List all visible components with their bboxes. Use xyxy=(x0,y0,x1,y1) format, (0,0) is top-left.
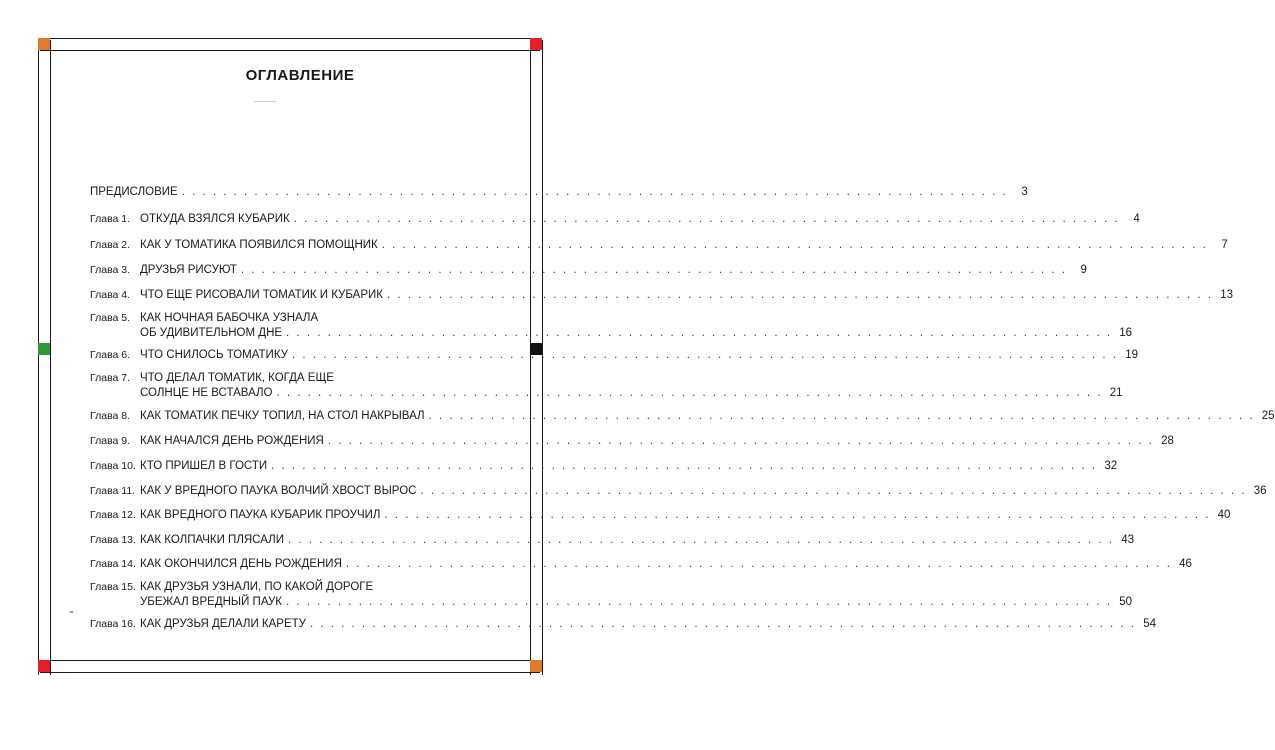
toc-entry[interactable] xyxy=(90,238,1228,253)
mid-square-left xyxy=(38,343,50,355)
chapter-number: Глава 6. xyxy=(90,349,131,361)
chapter-title: ОБ УДИВИТЕЛЬНОМ ДНЕ xyxy=(140,327,283,339)
page-number: 50 xyxy=(1119,596,1133,608)
title-underline-dash xyxy=(254,101,276,102)
corner-square-bottom-right xyxy=(530,660,542,672)
page-number: 46 xyxy=(1179,558,1192,570)
dot-leader: . . . . . . . . . . . . . . . . . . . . . . . . . . . . . . . . . . . . . . . . . . . . . . . . . . . . . . . . . . . . . . . . . . . . . . . . . . . . . . . . xyxy=(181,186,1008,198)
chapter-number: Глава 4. xyxy=(90,289,131,301)
frame-line-left-outer xyxy=(38,40,39,675)
frame-line-left-inner xyxy=(50,40,51,675)
dot-leader: . . . . . . . . . . . . . . . . . . . . . . . . . . . . . . . . . . . . . . . . . . . . . . . . . . . . . . . . . . . . . . . . . . . . . . . . . . . . . . . . xyxy=(309,618,1137,630)
dot-leader: . . . . . . . . . . . . . . . . . . . . . . . . . . . . . . . . . . . . . . . . . . . . . . . . . . . . . . . . . . . . . . . . . . . . . . . . . . . . . . . . xyxy=(327,435,1154,447)
frame-line-bottom-outer xyxy=(40,672,540,673)
page-number: 21 xyxy=(1109,387,1123,399)
chapter-number: Глава 8. xyxy=(90,410,131,422)
toc-entry[interactable] xyxy=(90,409,1275,424)
toc-entry[interactable] xyxy=(90,434,1174,449)
page-number: 36 xyxy=(1253,485,1267,497)
toc-entry[interactable] xyxy=(90,617,1157,632)
page-number: 9 xyxy=(1080,264,1087,276)
chapter-title: КАК У ВРЕДНОГО ПАУКА ВОЛЧИЙ ХВОСТ ВЫРОС xyxy=(140,485,417,497)
chapter-title: СОЛНЦЕ НЕ ВСТАВАЛО xyxy=(140,387,273,399)
chapter-title: КАК КОЛПАЧКИ ПЛЯСАЛИ xyxy=(140,534,284,546)
page-number: 43 xyxy=(1121,534,1134,546)
chapter-number: Глава 7. xyxy=(90,372,131,384)
page-number: 13 xyxy=(1220,289,1233,301)
toc-entry[interactable] xyxy=(90,580,1133,610)
toc-entry[interactable] xyxy=(90,557,1192,572)
page-number: 40 xyxy=(1217,509,1231,521)
chapter-title: КАК ТОМАТИК ПЕЧКУ ТОПИЛ, НА СТОЛ НАКРЫВАЛ xyxy=(140,410,425,422)
corner-square-top-left xyxy=(38,38,50,50)
corner-square-bottom-left xyxy=(38,660,50,672)
chapter-title: КАК ДРУЗЬЯ УЗНАЛИ, ПО КАКОЙ ДОРОГЕ xyxy=(140,581,374,593)
chapter-number: Глава 16. xyxy=(90,618,136,630)
chapter-title: КАК ОКОНЧИЛСЯ ДЕНЬ РОЖДЕНИЯ xyxy=(140,558,342,570)
dot-leader: . . . . . . . . . . . . . . . . . . . . . . . . . . . . . . . . . . . . . . . . . . . . . . . . . . . . . . . . . . . . . . . . . . . . . . . . . . . . . . . . xyxy=(286,596,1113,608)
toc-entry[interactable] xyxy=(90,288,1233,303)
toc-entry[interactable] xyxy=(90,484,1267,499)
toc-entry[interactable] xyxy=(90,371,1123,401)
dot-leader: . . . . . . . . . . . . . . . . . . . . . . . . . . . . . . . . . . . . . . . . . . . . . . . . . . . . . . . . . . . . . . . . . . . . . . . . . . . . . . . . xyxy=(384,509,1211,521)
dot-leader: . . . . . . . . . . . . . . . . . . . . . . . . . . . . . . . . . . . . . . . . . . . . . . . . . . . . . . . . . . . . . . . . . . . . . . . . . . . . . . . . xyxy=(420,485,1247,497)
dot-leader: . . . . . . . . . . . . . . . . . . . . . . . . . . . . . . . . . . . . . . . . . . . . . . . . . . . . . . . . . . . . . . . . . . . . . . . . . . . . . . . . xyxy=(381,239,1208,251)
dot-leader: . . . . . . . . . . . . . . . . . . . . . . . . . . . . . . . . . . . . . . . . . . . . . . . . . . . . . . . . . . . . . . . . . . . . . . . . . . . . . . . . xyxy=(428,410,1255,422)
chapter-title: УБЕЖАЛ ВРЕДНЫЙ ПАУК xyxy=(140,596,282,608)
dot-leader: . . . . . . . . . . . . . . . . . . . . . . . . . . . . . . . . . . . . . . . . . . . . . . . . . . . . . . . . . . . . . . . . . . . . . . . . . . . . . . . . xyxy=(276,387,1103,399)
chapter-number: Глава 3. xyxy=(90,264,131,276)
page-number: 16 xyxy=(1119,327,1133,339)
page-title: ОГЛАВЛЕНИЕ xyxy=(245,67,355,84)
chapter-title: КАК НОЧНАЯ БАБОЧКА УЗНАЛА xyxy=(140,312,319,324)
chapter-title: КАК ДРУЗЬЯ ДЕЛАЛИ КАРЕТУ xyxy=(140,618,306,630)
dot-leader: . . . . . . . . . . . . . . . . . . . . . . . . . . . . . . . . . . . . . . . . . . . . . . . . . . . . . . . . . . . . . . . . . . . . . . . . . . . . . . . . xyxy=(291,349,1118,361)
page-number: 3 xyxy=(1021,186,1028,198)
page-number: 25 xyxy=(1261,410,1275,422)
chapter-title: ЧТО ЕЩЕ РИСОВАЛИ ТОМАТИК И КУБАРИК xyxy=(140,289,383,301)
chapter-title: КАК НАЧАЛСЯ ДЕНЬ РОЖДЕНИЯ xyxy=(140,435,324,447)
chapter-number: Глава 15. xyxy=(90,581,136,593)
chapter-number: Глава 1. xyxy=(90,213,131,225)
page-number: 4 xyxy=(1133,213,1140,225)
chapter-number: Глава 9. xyxy=(90,435,131,447)
chapter-title: КТО ПРИШЕЛ В ГОСТИ xyxy=(140,460,268,472)
chapter-number: Глава 13. xyxy=(90,534,136,546)
chapter-title: ОТКУДА ВЗЯЛСЯ КУБАРИК xyxy=(140,213,290,225)
dot-leader: . . . . . . . . . . . . . . . . . . . . . . . . . . . . . . . . . . . . . . . . . . . . . . . . . . . . . . . . . . . . . . . . . . . . . . . . . . . . . . . . xyxy=(386,289,1213,301)
toc-entry[interactable] xyxy=(90,212,1140,227)
chapter-title: ПРЕДИСЛОВИЕ xyxy=(90,186,178,198)
toc-entry[interactable] xyxy=(90,311,1133,341)
dot-leader: . . . . . . . . . . . . . . . . . . . . . . . . . . . . . . . . . . . . . . . . . . . . . . . . . . . . . . . . . . . . . . . . . . . . . . . . . . . . . . . . xyxy=(286,327,1113,339)
page-number: 32 xyxy=(1104,460,1118,472)
toc-entry[interactable] xyxy=(90,185,1028,200)
toc-entry[interactable] xyxy=(90,263,1087,278)
chapter-number: Глава 12. xyxy=(90,509,136,521)
chapter-title: ДРУЗЬЯ РИСУЮТ xyxy=(140,264,237,276)
chapter-number: Глава 14. xyxy=(90,558,136,570)
dot-leader: . . . . . . . . . . . . . . . . . . . . . . . . . . . . . . . . . . . . . . . . . . . . . . . . . . . . . . . . . . . . . . . . . . . . . . . . . . . . . . . . xyxy=(271,460,1098,472)
dot-leader: . . . . . . . . . . . . . . . . . . . . . . . . . . . . . . . . . . . . . . . . . . . . . . . . . . . . . . . . . . . . . . . . . . . . . . . . . . . . . . . . xyxy=(287,534,1114,546)
chapter-number: Глава 5. xyxy=(90,312,131,324)
frame-line-top-inner xyxy=(40,50,540,51)
dot-leader: . . . . . . . . . . . . . . . . . . . . . . . . . . . . . . . . . . . . . . . . . . . . . . . . . . . . . . . . . . . . . . . . . . . . . . . . . . . . . . . . xyxy=(240,264,1067,276)
corner-square-top-right xyxy=(530,38,542,50)
page-number: 19 xyxy=(1125,349,1138,361)
page-number: 54 xyxy=(1143,618,1157,630)
frame-line-top-outer xyxy=(40,38,540,39)
toc-entry[interactable] xyxy=(90,348,1138,363)
toc-entry[interactable] xyxy=(90,508,1231,523)
chapter-title: ЧТО СНИЛОСЬ ТОМАТИКУ xyxy=(140,349,288,361)
paper-speck xyxy=(70,611,73,613)
chapter-number: Глава 11. xyxy=(90,485,136,497)
chapter-title: ЧТО ДЕЛАЛ ТОМАТИК, КОГДА ЕЩЕ xyxy=(140,372,334,384)
toc-entry[interactable] xyxy=(90,459,1118,474)
dot-leader: . . . . . . . . . . . . . . . . . . . . . . . . . . . . . . . . . . . . . . . . . . . . . . . . . . . . . . . . . . . . . . . . . . . . . . . . . . . . . . . . xyxy=(345,558,1172,570)
page-number: 7 xyxy=(1221,239,1228,251)
chapter-title: КАК ВРЕДНОГО ПАУКА КУБАРИК ПРОУЧИЛ xyxy=(140,509,381,521)
dot-leader: . . . . . . . . . . . . . . . . . . . . . . . . . . . . . . . . . . . . . . . . . . . . . . . . . . . . . . . . . . . . . . . . . . . . . . . . . . . . . . . . xyxy=(293,213,1120,225)
chapter-number: Глава 2. xyxy=(90,239,131,251)
chapter-title: КАК У ТОМАТИКА ПОЯВИЛСЯ ПОМОЩНИК xyxy=(140,239,378,251)
toc-entry[interactable] xyxy=(90,533,1134,548)
frame-line-bottom-inner xyxy=(40,660,540,661)
chapter-number: Глава 10. xyxy=(90,460,136,472)
page-number: 28 xyxy=(1161,435,1174,447)
